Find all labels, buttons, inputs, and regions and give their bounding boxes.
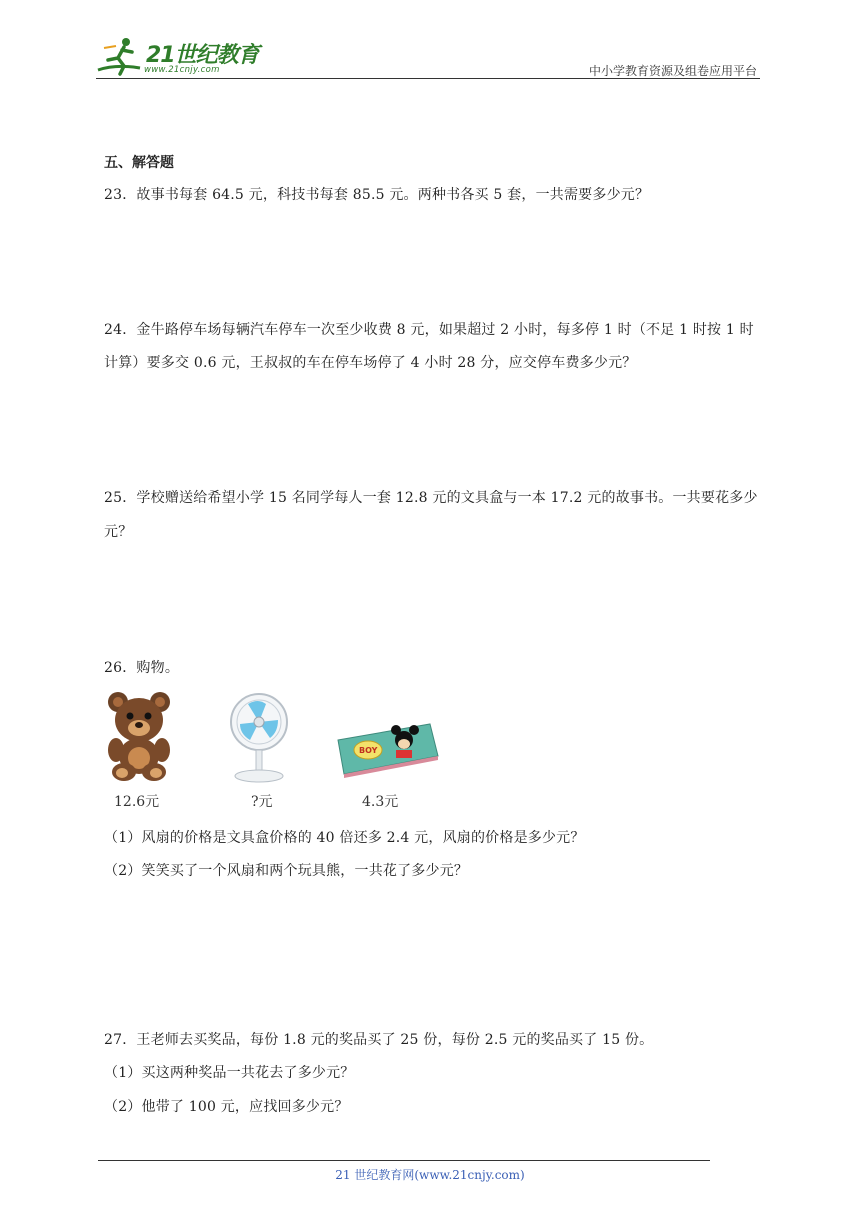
question-25-line1: 25．学校赠送给希望小学 15 名同学每人一套 12.8 元的文具盒与一本 17.2 元的故事书。一共要花多少 bbox=[104, 490, 758, 506]
question-26-part1: （1）风扇的价格是文具盒价格的 40 倍还多 2.4 元，风扇的价格是多少元？ bbox=[104, 830, 585, 846]
question-26-part2: （2）笑笑买了一个风扇和两个玩具熊，一共花了多少元？ bbox=[104, 863, 469, 879]
question-25-line2: 元？ bbox=[104, 524, 133, 540]
pencil-box-icon bbox=[334, 720, 440, 778]
question-27-part1: （1）买这两种奖品一共花去了多少元？ bbox=[104, 1065, 355, 1081]
site-logo bbox=[96, 34, 266, 80]
question-24-line1: 24．金牛路停车场每辆汽车停车一次至少收费 8 元，如果超过 2 小时，每多停 1 时（不足 1 时按 1 时 bbox=[104, 322, 754, 338]
section-title: 五、解答题 bbox=[104, 155, 174, 171]
runner-logo-icon bbox=[96, 34, 146, 80]
question-24-line2: 计算）要多交 0.6 元，王叔叔的车在停车场停了 4 小时 28 分，应交停车费多少元？ bbox=[104, 355, 637, 371]
teddy-bear-icon bbox=[106, 690, 172, 782]
question-27: 27．王老师去买奖品，每份 1.8 元的奖品买了 25 份，每份 2.5 元的奖品买了 15 份。 bbox=[104, 1032, 654, 1048]
fan-icon bbox=[228, 690, 290, 784]
pencil-box-price: 4.3元 bbox=[362, 794, 399, 810]
fan-price: ?元 bbox=[251, 794, 273, 810]
header-divider bbox=[96, 78, 760, 79]
logo-text: 21世纪教育 bbox=[146, 43, 259, 68]
question-27-part2: （2）他带了 100 元，应找回多少元？ bbox=[104, 1099, 349, 1115]
question-23: 23．故事书每套 64.5 元，科技书每套 85.5 元。两种书各买 5 套，一共需要多少元？ bbox=[104, 187, 650, 203]
footer-divider bbox=[98, 1160, 710, 1161]
svg-text:BOY: BOY bbox=[359, 746, 378, 755]
question-26: 26．购物。 bbox=[104, 660, 180, 676]
teddy-bear-price: 12.6元 bbox=[114, 794, 160, 810]
logo-url: www.21cnjy.com bbox=[144, 65, 220, 75]
platform-title: 中小学教育资源及组卷应用平台 bbox=[588, 64, 757, 78]
footer-text[interactable]: 21 世纪教育网(www.21cnjy.com) bbox=[335, 1168, 525, 1182]
